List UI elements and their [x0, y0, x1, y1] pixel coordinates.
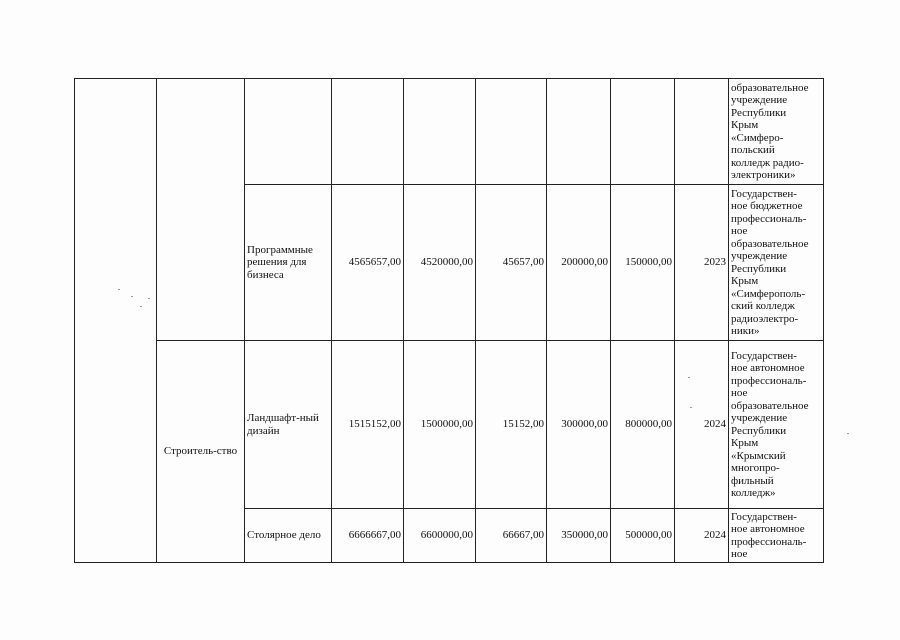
org-line: Государствен- [731, 510, 797, 523]
org-line: ное автономное [731, 362, 805, 374]
org-line: «Крымский [731, 449, 786, 462]
org-line: ники» [731, 325, 760, 337]
empty-cell [332, 79, 404, 185]
budget-table [74, 78, 824, 563]
empty-cell [611, 79, 675, 185]
org-line: Государствен- [731, 349, 797, 362]
org-line: Крым [731, 119, 759, 131]
year: 2024 [675, 509, 729, 563]
regional-amount: 45657,00 [476, 185, 547, 341]
org-line: «Симферо- [731, 131, 784, 144]
org-line: образовательное [731, 81, 809, 94]
year: 2023 [675, 185, 729, 341]
total-amount: 1515152,00 [332, 341, 404, 509]
org-line: профессиональ- [731, 374, 807, 387]
org-line: Государствен- [731, 187, 797, 200]
org-line: ное автономное [731, 523, 805, 535]
empty-cell [675, 79, 729, 185]
org-line: ное бюджетное [731, 200, 803, 212]
organization-cell [729, 341, 824, 509]
empty-cell [476, 79, 547, 185]
org-line: учреждение [731, 412, 788, 424]
program-name: Столярное дело [245, 509, 332, 563]
organization-cell [729, 185, 824, 341]
total-amount: 6666667,00 [332, 509, 404, 563]
org-line: электроники» [731, 169, 796, 181]
sector-name: Строитель-ство [157, 341, 245, 563]
amount-e: 150000,00 [611, 185, 675, 341]
empty-cell [157, 79, 245, 341]
amount-d: 200000,00 [547, 185, 611, 341]
federal-amount: 6600000,00 [404, 509, 476, 563]
org-line: радиоэлектро- [731, 312, 799, 325]
amount-d: 300000,00 [547, 341, 611, 509]
program-name: Программные решения для бизнеса [245, 185, 332, 341]
empty-cell [404, 79, 476, 185]
empty-cell [75, 79, 157, 563]
org-line: ное [731, 225, 748, 237]
amount-e: 800000,00 [611, 341, 675, 509]
regional-amount: 15152,00 [476, 341, 547, 509]
org-line: ное [731, 548, 748, 560]
org-line: колледж» [731, 487, 776, 499]
org-line: Республики [731, 262, 787, 275]
empty-cell [245, 79, 332, 185]
scan-speck [847, 433, 849, 434]
org-line: профессиональ- [731, 535, 807, 548]
org-line: многопро- [731, 462, 780, 474]
federal-amount: 4520000,00 [404, 185, 476, 341]
total-amount: 4565657,00 [332, 185, 404, 341]
amount-d: 350000,00 [547, 509, 611, 563]
org-line: Республики [731, 106, 787, 119]
empty-cell [547, 79, 611, 185]
org-line: Республики [731, 424, 787, 437]
org-line: Крым [731, 275, 759, 287]
org-line: профессиональ- [731, 212, 807, 225]
table-row [75, 341, 824, 509]
org-line: учреждение [731, 250, 788, 262]
org-line: образовательное [731, 237, 809, 250]
organization-cell [729, 509, 824, 563]
program-name: Ландшафт-ный дизайн [245, 341, 332, 509]
org-line: ное [731, 387, 748, 399]
table-row [75, 79, 824, 185]
org-line: учреждение [731, 94, 788, 106]
federal-amount: 1500000,00 [404, 341, 476, 509]
organization-cell [729, 79, 824, 185]
org-line: фильный [731, 474, 774, 487]
org-line: ский колледж [731, 300, 795, 312]
org-line: Крым [731, 437, 759, 449]
regional-amount: 66667,00 [476, 509, 547, 563]
amount-e: 500000,00 [611, 509, 675, 563]
org-line: образовательное [731, 399, 809, 412]
org-line: колледж радио- [731, 156, 804, 169]
org-line: польский [731, 144, 775, 156]
org-line: «Симферополь- [731, 287, 806, 300]
year: 2024 [675, 341, 729, 509]
